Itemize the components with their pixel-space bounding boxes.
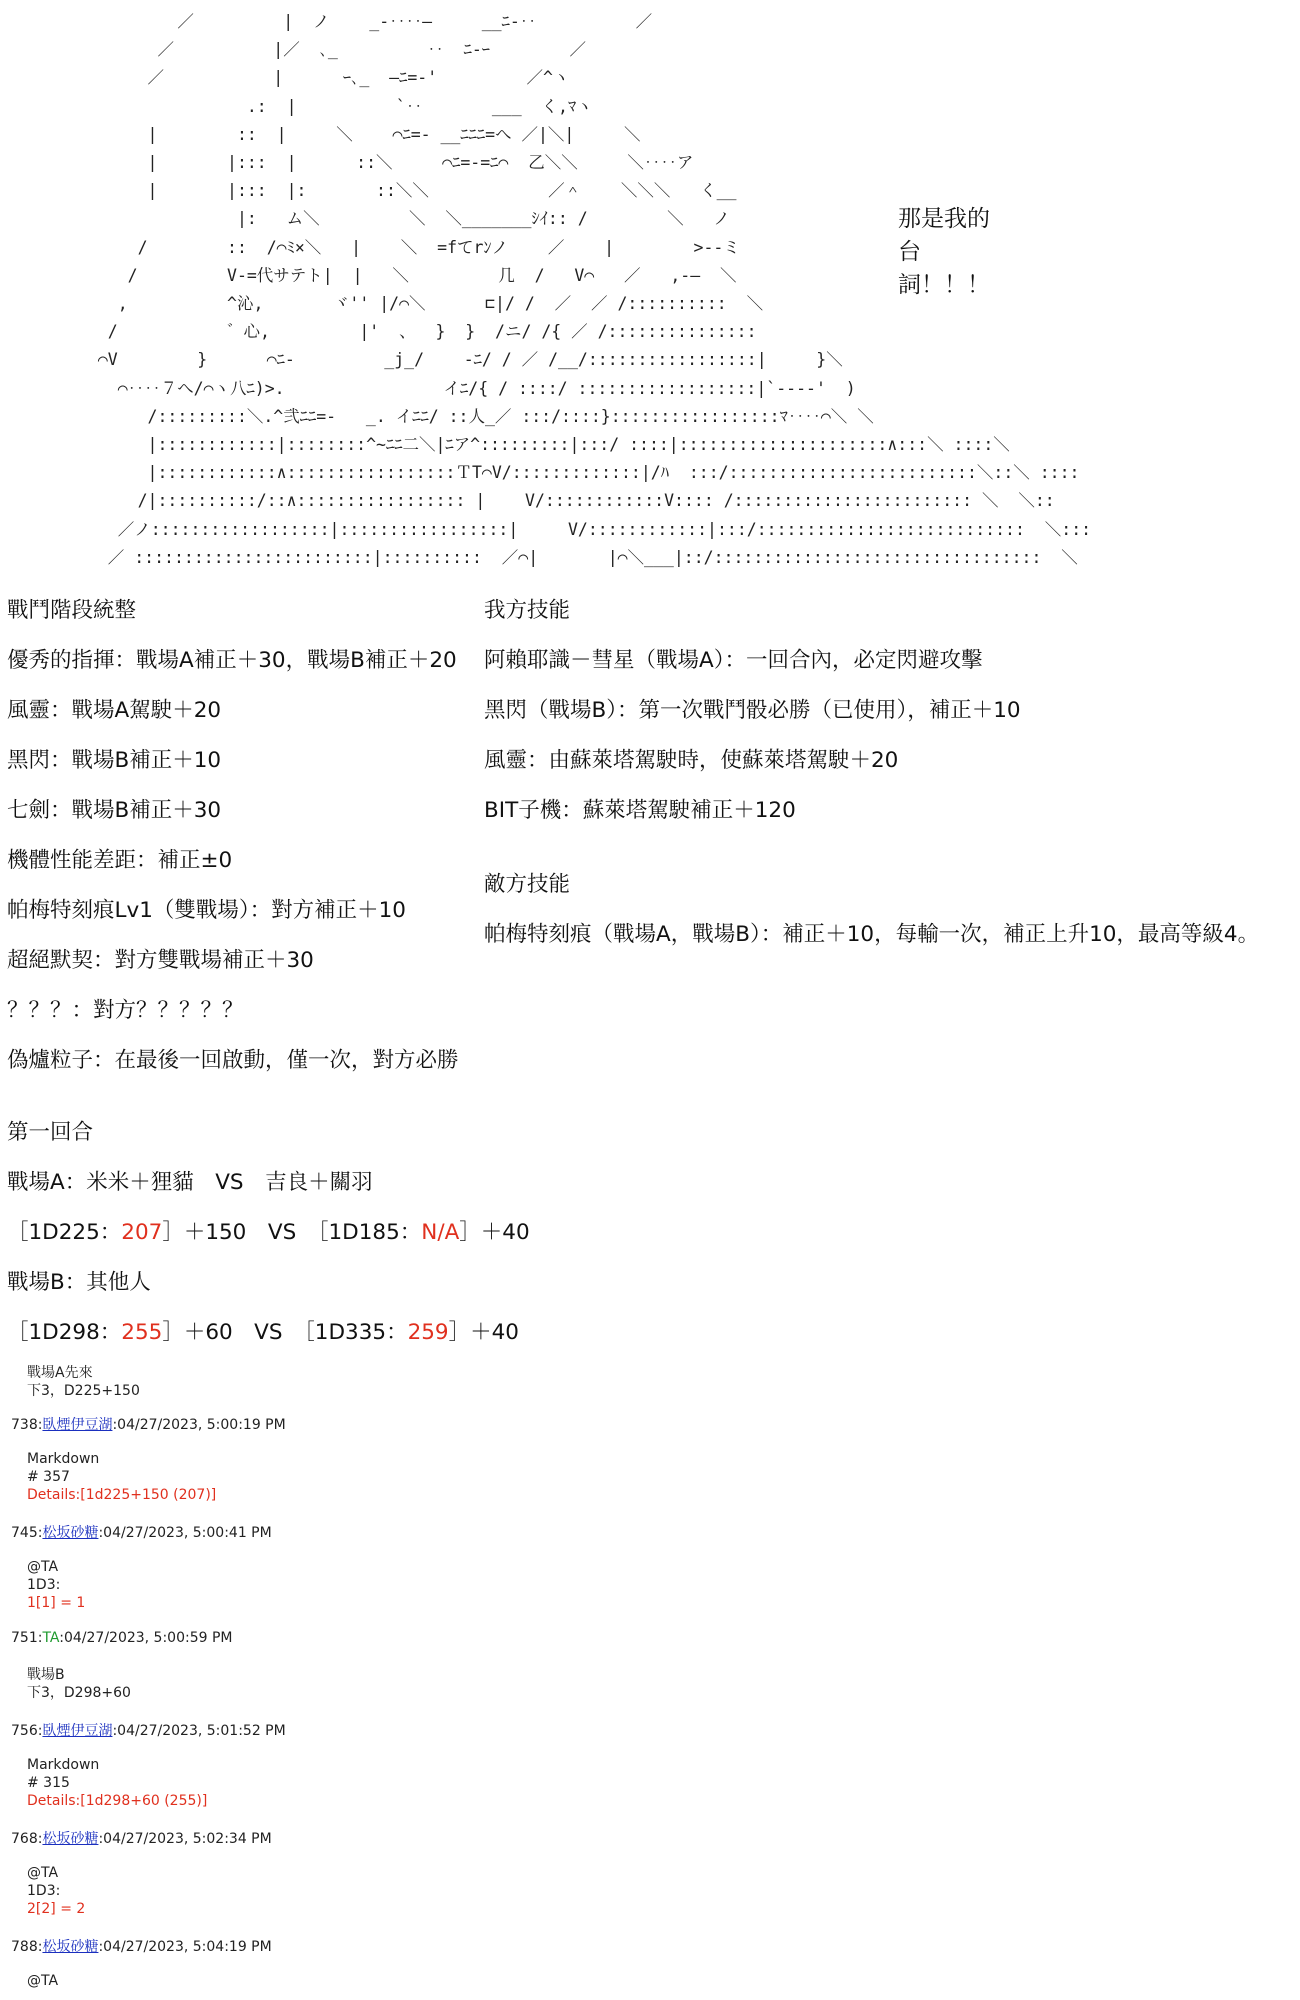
art-caption: 那是我的台詞！！！	[898, 206, 990, 298]
skill-line: 七劍：戰場B補正＋30	[7, 798, 222, 823]
ascii-art-block	[0, 0, 1092, 567]
round-title: 第一回合	[7, 1120, 94, 1145]
round-section	[7, 1115, 530, 1365]
username-link[interactable]: 松坂砂糖	[42, 1831, 99, 1847]
ascii-art: ／ | ノ _-‥‥― __ﾆ-‥ ／ ／ |／ ､_ ‥ ﾆ-ｰ ／ ／ | ｰ､_ ―ﾆ=-' ／^ヽ .: | `‥ ___ く,ﾏヽ | :: | ＼ ⌒ﾆ=- __ﾆﾆﾆ=へ ／|＼| ＼ | |::: | ::＼ ⌒ﾆ=-=ﾆ⌒ 乙＼＼ ＼‥‥ア | |::: |: ::＼＼ ／＾ ＼＼＼ く__ |: ム＼ ＼ ＼_______ｼｲ:: / ＼ ノ / :: /⌒ﾐ×＼ | ＼ =fてrﾝノ ／ | >--ミ / V-=代サテト| | ＼ 几 / V⌒ ／ ,-― ＼ , ^沁, ヾ'' |/⌒＼ ⊏|/ / ／ ／ /:::::::::: ＼ / ゛心, |' 、 } } /ニ/ /{ ／ /::::::::::::::: ⌒V } ⌒ﾆ- _j_/ -ﾆ/ / ／ /__/:::::::::::::::::| }＼ ⌒‥‥７へ/⌒ヽ八ﾆ)>. イﾆ/{ / ::::/ ::::::::::::::::::|`----' ) /:::::::::＼.^弐ﾆﾆ=- _. イﾆﾆ/ ::人_／ :::/::::}:::::::::::::::::ﾏ‥‥⌒＼ ＼ |::::::::::::|::::::::^~ﾆﾆ二＼|ﾆア^:::::::::|:::/ ::::|:::::::::::::::::::::∧:::＼ ::::＼ |::::::::::::∧:::::::::::::::::ＴT⌒V/:::::::::::::|/ﾊ :::/:::::::::::::::::::::::::＼::＼ :::: /|::::::::::/::∧::::::::::::::::: | V/::::::::::::V:::: /:::::::::::::::::::::::: ＼ ＼:: ／ノ::::::::::::::::::|:::::::::::::::::| V/::::::::::::|:::/::::::::::::::::::::::::::: ＼::: ／ ::::::::::::::::::::::::|:::::::::: ／⌒| |⌒＼___|::/::::::::::::::::::::::::::::::::: ＼	[97, 12, 1092, 567]
log-entry-header: 745:松坂砂糖:04/27/2023, 5:00:41 PM	[11, 1525, 272, 1541]
enemy-skill-line: 帕梅特刻痕（戰場A，戰場B）：補正＋10，每輸一次，補正上升10，最高等級4。	[484, 922, 1260, 947]
battle-summary-list	[7, 593, 459, 1093]
skill-line: 偽爐粒子：在最後一回啟動，僅一次，對方必勝	[7, 1048, 459, 1073]
log-entry-header: 738:臥煙伊豆湖:04/27/2023, 5:00:19 PM	[11, 1417, 286, 1433]
battle-summary-heading: 戰鬥階段統整	[7, 598, 137, 623]
skill-line: ？？？：對方？？？？？	[7, 998, 244, 1023]
username-label: TA	[42, 1630, 60, 1646]
username-link[interactable]: 臥煙伊豆湖	[42, 1417, 113, 1433]
skill-line: 優秀的指揮：戰場A補正＋30，戰場B補正＋20	[7, 648, 457, 673]
field-b-line: 戰場B：其他人	[7, 1270, 151, 1295]
username-link[interactable]: 松坂砂糖	[42, 1939, 99, 1955]
log-entry-header: 756:臥煙伊豆湖:04/27/2023, 5:01:52 PM	[11, 1723, 286, 1739]
enemy-skills-heading: 敵方技能	[484, 872, 571, 897]
username-link[interactable]: 松坂砂糖	[42, 1525, 99, 1541]
skill-line: 黑閃：戰場B補正＋10	[7, 748, 222, 773]
log-entry-header: 788:松坂砂糖:04/27/2023, 5:04:19 PM	[11, 1939, 272, 1955]
skill-line: 風靈：戰場A駕駛＋20	[7, 698, 222, 723]
our-skills-heading: 我方技能	[484, 598, 571, 623]
skill-line: 超絕默契：對方雙戰場補正＋30	[7, 948, 314, 973]
log-entry-header: 751:TA:04/27/2023, 5:00:59 PM	[11, 1630, 233, 1646]
skill-line: 阿賴耶識－彗星（戰場A）：一回合內，必定閃避攻擊	[484, 648, 983, 673]
field-b-roll: ［1D298：255］＋60 VS ［1D335：259］＋40	[7, 1320, 519, 1345]
skill-line: 黑閃（戰場B）：第一次戰鬥骰必勝（已使用），補正＋10	[484, 698, 1021, 723]
skill-line: 風靈：由蘇萊塔駕駛時，使蘇萊塔駕駛＋20	[484, 748, 899, 773]
our-skills-list	[484, 593, 1259, 967]
skill-line: 帕梅特刻痕Lv1（雙戰場）：對方補正＋10	[7, 898, 406, 923]
skill-line: 機體性能差距：補正±0	[7, 848, 233, 873]
username-link[interactable]: 臥煙伊豆湖	[42, 1723, 113, 1739]
field-a-line: 戰場A：米米＋狸貓 VS 吉良＋關羽	[7, 1170, 373, 1195]
field-a-roll: ［1D225：207］＋150 VS ［1D185：N/A］＋40	[7, 1220, 530, 1245]
skill-line: BIT子機：蘇萊塔駕駛補正＋120	[484, 798, 796, 823]
log-entry-header: 768:松坂砂糖:04/27/2023, 5:02:34 PM	[11, 1831, 272, 1847]
